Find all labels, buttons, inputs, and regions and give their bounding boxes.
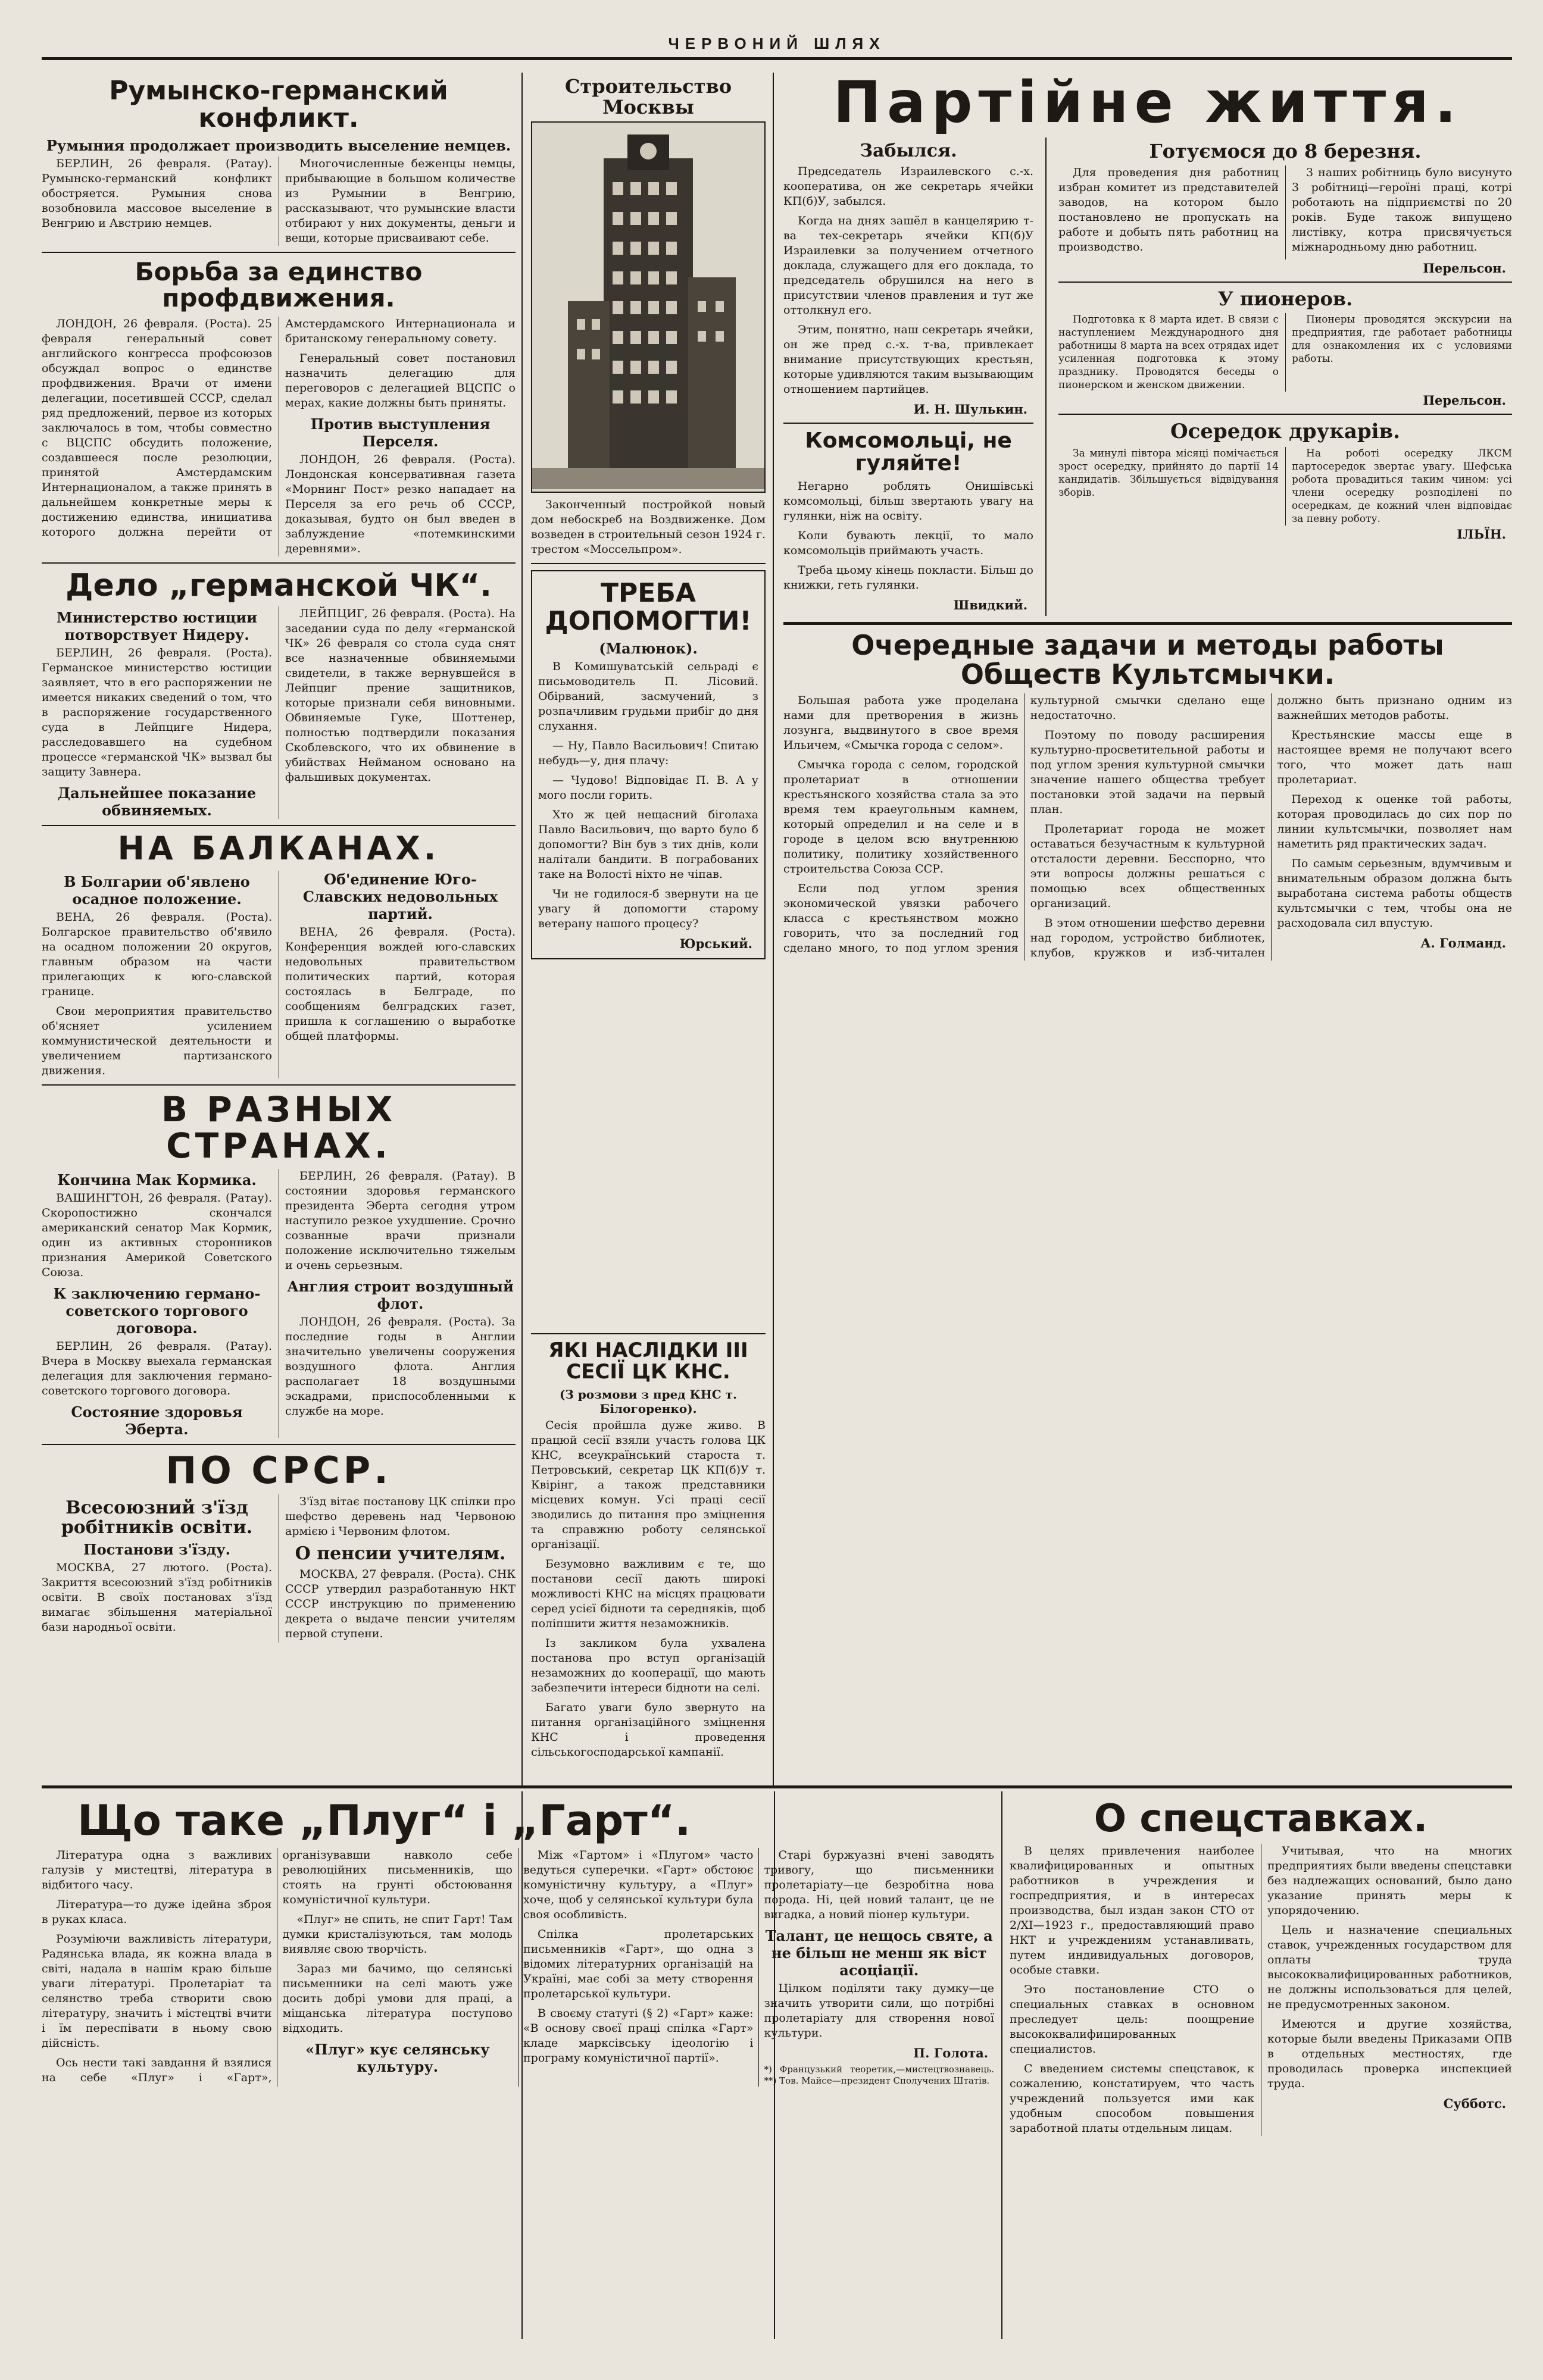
article-text: Генеральный совет постановил назначить делегацию для переговоров с делегацией ВЦСПС о мерах, какие должны быть приняты. bbox=[285, 351, 516, 409]
masthead-rule bbox=[42, 57, 1512, 60]
article-text: В Комишуватській сельраді є письмоводитель П. Лісовий. Обірваний, засмучений, з розпачливим грудьми прибіг до дня слухання. bbox=[538, 659, 758, 733]
article-text: БЕРЛИН, 26 февраля. (Ратау). В состоянии здоровья германского президента Эберта сегодня утром наступило резкое ухудшение. Срочно созванные врачи признали положение исключительно тяжелым и очень серьезным. bbox=[285, 1169, 516, 1272]
article-text: В этом отношении шефство деревни над городом, устройство библиотек, клубов, кружков и изб-читален должно быть признано одним из важнейших методов работы. bbox=[1030, 693, 1512, 959]
article-text: 3 наших робітниць було висунуто 3 робітниці—героїні праці, котрі роботають на підприємстві по 20 років. Буде також випущено листівку, котра присвячується міжнародньому дню работниц. bbox=[1292, 165, 1512, 254]
article-text: Подготовка к 8 марта идет. В связи с наступлением Международного дня работницы 8 марта на всех отрядах идет усиленная подготовка к этому празднику. Проводятся беседы о пионерском и женском движении. bbox=[1058, 314, 1279, 392]
photo-caption: Законченный постройкой новый дом небоскреб на Воздвиженке. Дом возведен в строительный сезон 1924 г. трестом «Моссельпром». bbox=[531, 498, 766, 556]
article-text: По самым серьезным, вдумчивым и внимательным образом должна быть выработана система работы обществ культсмычки с тем, чтобы она не расходовала сил впустую. bbox=[1277, 856, 1512, 930]
article-text: «Плуг» не спить, не спит Гарт! Там думки кристалізуються, там молодь виявляє свою творчість. bbox=[282, 1912, 513, 1956]
article-text: БЕРЛИН, 26 февраля. (Ратау). Румынско-германский конфликт обостряется. Румыния снова возобновила массовое выселение в Венгрию и Австрию немцев. bbox=[42, 157, 272, 230]
article-title: ЯКІ НАСЛІДКИ III СЕСІЇ ЦК КНС. bbox=[548, 1338, 748, 1384]
article-text: Пролетариат города не может оставаться безучастным к культурной отсталости деревни. Бесспорно, что эти вопросы должны решаться с помощью всех общественных организаций. bbox=[1030, 822, 1266, 910]
specstavki-article bbox=[1010, 1794, 1512, 2136]
article-text: З'їзд вітає постанову ЦК спілки про шефство деревень над Червоною армією і Червоним флотом. bbox=[285, 1494, 516, 1538]
article-text: Переход к оценке той работы, которая проводилась до сих пор по линии культсмычки, позволяет нам наметить ряд практических задач. bbox=[1277, 792, 1512, 850]
skyscraper-illustration bbox=[532, 123, 764, 489]
article-text: Пионеры проводятся экскурсии на предприятия, где работает работницы для ознакомления их с условиями работы. bbox=[1292, 314, 1512, 365]
article-signature: ІЛЬЇН. bbox=[1457, 526, 1506, 542]
article-subtitle: Румыния продолжает производить выселение немцев. bbox=[46, 137, 511, 155]
article-title: Осередок друкарів. bbox=[1170, 420, 1401, 444]
article-subtitle: Министерство юстиции потворствует Нидеру. bbox=[56, 609, 258, 644]
article-subtitle: В Болгарии об'явлено осадное положение. bbox=[64, 872, 250, 908]
article-title: Забылся. bbox=[860, 140, 957, 161]
article-title: Строительство Москвы bbox=[564, 75, 732, 119]
article-text: БЕРЛИН, 26 февраля. (Ратау). Вчера в Москву выехала германская делегация для заключения германо-советского торгового договора. bbox=[42, 1339, 272, 1397]
column-divider bbox=[1001, 1791, 1002, 2339]
article-signature: И. Н. Шулькин. bbox=[913, 401, 1027, 417]
left-column bbox=[42, 73, 516, 1643]
article-signature: Юрський. bbox=[679, 936, 752, 951]
article-title: О спецставках. bbox=[1094, 1797, 1428, 1841]
article-text: Література—то дуже ідейна зброя в руках класа. bbox=[42, 1897, 272, 1926]
article-title: НА БАЛКАНАХ. bbox=[117, 830, 440, 868]
article-text: Сесія пройшла дуже живо. В працюй сесії взяли участь голова ЦК КНС, всеукраїнський староста т. Петровський, секретар ЦК КП(б)У т. Квірінг, а також представники місцевих комун. Усі праці сесії зводились до питання про зміцнення та справжню роботу селянської організації. bbox=[531, 1419, 766, 1552]
article-text: Учитывая, что на многих предприятиях были введены спецставки без надлежащих оснований, было дано указание принять меры к упорядочению. bbox=[1267, 1844, 1512, 1918]
session-article bbox=[531, 1327, 766, 1765]
column-divider bbox=[521, 73, 523, 1787]
article-text: Большая работа уже проделана нами для претворения в жизнь лозунга, выдвинутого в свое время Ильичем, «Смычка города с селом». bbox=[783, 693, 1019, 752]
article-title: Що таке „Плуг“ і „Гарт“. bbox=[77, 1796, 691, 1845]
article-text: ЛОНДОН, 26 февраля. (Роста). 25 февраля генеральный совет английского конгресса профсоюзов обсуждал вопрос о единстве профдвижения. Врачи от имени делегации, посетившей СССР, сделал ряд предложений, первое из которых заключалось в том, чтобы совместно с ВЦСПС обсудить положение, создавшееся после резолюции, принятой Амстердамским Интернационалом, а также принять в дальнейшем конкретные меры к достижению единства, инициатива которого должна перейти от Амстердамского Интернационала и британскому генеральному совету. bbox=[42, 317, 516, 539]
article-text: Коли бувають лекції, то мало комсомольців приймають участь. bbox=[783, 529, 1033, 558]
masthead: ЧЕРВОНИЙ ШЛЯХ bbox=[668, 35, 886, 52]
article-text: Свои мероприятия правительство об'ясняет усилением коммунистической деятельности и увеличением партизанского движения. bbox=[42, 1004, 272, 1077]
article-title: ТРЕБА ДОПОМОГТИ! bbox=[545, 578, 752, 636]
article-text: Председатель Израилевского с.-х. кооператива, он же секретарь ячейки КП(б)У, забылся. bbox=[783, 164, 1033, 208]
article-text: Зараз ми бачимо, що селянські письменники на селі мають уже досить добрі умови для праці, а міщанська література поступово відходить. bbox=[282, 1962, 513, 2035]
article-title: Борьба за единство профдвижения. bbox=[135, 257, 423, 313]
article-subheading: Против выступления Перселя. bbox=[310, 415, 491, 450]
article-signature: П. Голота. bbox=[913, 2045, 988, 2060]
article-title: Очередные задачи и методы работы Обществ Культсмычки. bbox=[851, 629, 1444, 690]
article-text: ВЕНА, 26 февраля. (Роста). Конференция вождей юго-славских недовольных правительством политических партий, которая состоялась в Белграде, по сообщениям белградских газет, пришла к соглашению о выработке общей платформы. bbox=[285, 925, 516, 1043]
article-subheading: Кончина Мак Кормика. bbox=[57, 1171, 257, 1189]
article-text: Цель и назначение специальных ставок, учрежденных государством для оплаты труда высококвалифицированных работников, не должны использоваться для целей, не предусмотренных законом. bbox=[1267, 1924, 1512, 2012]
column-divider bbox=[773, 73, 774, 1787]
article-text: В своєму статуті (§ 2) «Гарт» каже: «В основу своєї праці спілка «Гарт» кладе марксівську ідеологію і програму комуністичної партії». bbox=[523, 2006, 754, 2065]
article-text: ВАШИНГТОН, 26 февраля. (Ратау). Скоропостижно скончался американский сенатор Мак Кормик, один из активных сторонников признания Америкой Советского Союза. bbox=[42, 1191, 272, 1279]
article-text: Цілком поділяти таку думку—це значить утворити сили, що потрібні пролетаріату для створення нової культури. bbox=[764, 1981, 994, 2040]
article-text: Ось нести такі завдання й взялися на себе «Плуг» і «Гарт», організувавши навколо себе революційних письменників, що стоять на грунті обстоювання комуністичної культури. bbox=[42, 1848, 513, 2084]
article-text: Із закликом була ухвалена постанова про вступ організацій незаможних до кооперації, що мають забезпечити інтереси бідноти на селі. bbox=[531, 1637, 766, 1695]
article-text: Для проведения дня работниц избран комитет из представителей заводов, на котором было постановлено не пропускать на работе и добыть пять работниц на производство. bbox=[1058, 165, 1279, 254]
article-text: Хто ж цей нещасний біголаха Павло Васильович, що варто було б допомогти? Він був з тих днів, коли налітали бандити. В пограбованих таке на Волості ніхто не чіпав. bbox=[538, 808, 758, 881]
newspaper-page bbox=[42, 30, 1512, 2351]
article-text: МОСКВА, 27 февраля. (Роста). СНК СССР утвердил разработанную НКТ СССР инструкцию по применению декрета о выдаче пенсии учителям первой ступени. bbox=[285, 1567, 516, 1640]
article-subheading: Дальнейшее показание обвиняемых. bbox=[57, 784, 257, 820]
article-title: В РАЗНЫХ СТРАНАХ. bbox=[161, 1089, 396, 1166]
article-text: Когда на днях зашёл в канцелярию т-ва тех-секретарь ячейки КП(б)У Израилевки за получением отчетного доклада, служащего для его доклада, то председатель обрушился на него в присутствии членов правления и тут же оттолкнул его. bbox=[783, 214, 1033, 317]
article-text: Чи не годилося-б звернути на це увагу й допомогти старому ветерану нашого процесу? bbox=[538, 887, 758, 930]
article-title: Дело „германской ЧК“. bbox=[65, 567, 492, 603]
article-title: ПО СРСР. bbox=[165, 1448, 392, 1492]
article-text: Многочисленные беженцы немцы, прибывающие в большом количестве из Румынии в Венгрию, рассказывают, что румынские власти отбирают у них документы, деньги и вещи, которые присваивают себе. bbox=[285, 157, 516, 245]
middle-column bbox=[531, 73, 766, 959]
article-subtitle: Постанови з'їзду. bbox=[83, 1540, 230, 1558]
article-text: Старі буржуазні вчені заводять тривогу, що письменники пролетаріату—це безробітна нова порода. Ні, цей новий талант, це не вигадка, а новий піонер культури. bbox=[764, 1848, 994, 1921]
article-subheading: К заключению германо-советского торгового договора. bbox=[53, 1284, 261, 1337]
article-text: Этим, понятно, наш секретарь ячейки, он же пред с.-х. т-ва, привлекает внимание присутствующих крестьян, которые удивляются таким вызывающим отношением партийцев. bbox=[783, 323, 1033, 396]
article-subheading: Англия строит воздушный флот. bbox=[287, 1277, 514, 1312]
article-text: МОСКВА, 27 лютого. (Роста). Закриття всесоюзний з'їзд робітників освіти. В своїх постановах з'їзд вимагає збільшення матеріальної бази народньої освіти. bbox=[42, 1560, 272, 1634]
article-text: ЛОНДОН, 26 февраля. (Роста). За последние годы в Англии значительно увеличены сооружения воздушного флота. Англия располагает 18 воздушными эскадрами, приспособленными к службе на море. bbox=[285, 1315, 516, 1418]
article-text: — Чудово! Відповідає П. В. А у мого посли горить. bbox=[538, 773, 758, 802]
article-text: Література одна з важливих галузів у мистецтві, література в відбитого часу. bbox=[42, 1848, 272, 1891]
article-text: Негарно роблять Онишівські комсомольці, більш звертають увагу на гулянки, ніж на освіту. bbox=[783, 480, 1033, 523]
article-signature: Швидкий. bbox=[953, 598, 1027, 613]
article-title: У пионеров. bbox=[1217, 287, 1353, 310]
article-text: На роботі осередку ЛКСМ партосередок звертає увагу. Шефська робота провадиться таким чином: усі члени осередку розподілені по осередкам, де кожний член відповідає за певну роботу. bbox=[1292, 447, 1512, 525]
article-text: Спілка пролетарських письменників «Гарт», що одна з відомих літературних організацій на Україні, має собі за мету створення пролетарської культури. bbox=[523, 1927, 754, 2000]
article-subheading: Об'единение Юго-Славских недовольных партий. bbox=[302, 870, 498, 922]
article-subheading: Всесоюзний з'їзд робітників освіти. bbox=[61, 1497, 253, 1538]
building-photo bbox=[531, 121, 766, 493]
article-signature: Перельсон. bbox=[1423, 393, 1506, 408]
article-text: Смычка города с селом, городской пролетариат в отношении крестьянского хозяйства стала за это время тем краеугольным камнем, который определил и на селе и в городе в целом всю внутреннюю политику, политику хозяйственного строительства Союза ССР. bbox=[783, 758, 1019, 875]
article-subheading: Талант, це нещось святе, а не більш не менш як віст асоціації. bbox=[765, 1926, 993, 1979]
article-text: Між «Гартом» і «Плугом» часто ведуться суперечки. «Гарт» обстоює комуністичну культуру, а «Плуг» хоче, щоб у селянської культури була своя особливість. bbox=[523, 1848, 754, 1921]
article-signature: Субботс. bbox=[1443, 2096, 1506, 2112]
article-text: Это постановление СТО о специальных ставках в основном преследует цель: поощрение высококвалифицированных специалистов. bbox=[1010, 1983, 1254, 2056]
right-column bbox=[783, 69, 1512, 961]
article-text: За минулі півтора місяці помічається зрост осередку, прийнято до партії 14 кандидатів. Збільшується відвідування зборів. bbox=[1058, 447, 1279, 499]
article-text: В целях привлечения наиболее квалифицированных и опытных работников в учреждения и госпредприятия, и в интересах производства, был издан закон СТО от 2/XI—1923 г., предоставляющий право НКТ и учреждениям устанавливать, путем индивидуальных договоров, особые ставки. bbox=[1010, 1844, 1254, 1977]
article-signature: Перельсон. bbox=[1423, 260, 1506, 276]
bottom-section bbox=[42, 1785, 1512, 1788]
article-text: ЛОНДОН, 26 февраля. (Роста). Лондонская консервативная газета «Морнинг Пост» резко нападает на Перселя за его речь об СССР, доказывая, будто он был введен в заблуждение «потемкинскими деревнями». bbox=[285, 452, 516, 555]
article-signature: А. Голманд. bbox=[1420, 935, 1506, 950]
section-title: Партійне життя. bbox=[833, 69, 1463, 136]
article-text: Багато уваги було звернуто на питання організаційного зміцнення КНС і проведення сільськогосподарської кампанії. bbox=[531, 1701, 766, 1759]
article-text: Крестьянские массы еще в настоящее время не получают всего того, что может дать наш пролетариат. bbox=[1277, 728, 1512, 786]
article-text: Имеются и другие хозяйства, которые были введены Приказами ОПВ в отдельных местностях, где проводилась проверка инспекцией труда. bbox=[1267, 2018, 1512, 2091]
footnote: *) Французький теоретик,—мистецтвознавець. **) Тов. Майсе—президент Сполучених Штатів. bbox=[764, 2063, 994, 2086]
article-text: С введением системы спецставок, к сожалению, констатируем, что часть учреждений пользуется ими как удобным способом повышения заработной платы отдельным лицам. bbox=[1010, 2062, 1254, 2135]
article-text: Поэтому по поводу расширения культурно-просветительной работы и под углом зрения культурной смычки значение нашего общества требует постановки этой задачи на первый план. bbox=[1030, 728, 1266, 816]
article-text: — Ну, Павло Васильович! Спитаю небудь—у, дня плачу: bbox=[538, 739, 758, 767]
article-text: Розуміючи важливість літератури, Радянська влада, як кожна влада в світі, надала в нашім краю більше уваги літературі. Пролетаріат та селянство треба створити свою літературу, значить і містецтві вчити і їм переспівати в ньому свою дійсність. bbox=[42, 1932, 272, 2050]
article-text: ЛЕЙПЦИГ, 26 февраля. (Роста). На заседании суда по делу «германской ЧК» 26 февраля со стола суда снят все назначенные обвиняемыми свидетели, в также вернувшейся в Лейпциг прение защитников, которые признали себя виновными. Обвиняемые Гуке, Шоттенер, полностью подтвердили показания Скоблевского, что их обвинение в убийствах Нейманом основано на фальшивых документах. bbox=[285, 607, 516, 784]
article-subheading: О пенсии учителям. bbox=[295, 1543, 506, 1564]
article-subtitle: (З розмови з пред КНС т. Білогоренко). bbox=[559, 1387, 738, 1416]
article-subtitle: (Малюнок). bbox=[599, 639, 698, 657]
article-subheading: Состояние здоровья Эберта. bbox=[71, 1403, 243, 1438]
article-title: Готуємося до 8 березня. bbox=[1149, 139, 1422, 162]
article-text: Безумовно важливим є те, що постанови сесії дають широкі можливості КНС на місцях працювати серед усієї бідноти та середняків, щоб поліпшити життя незаможників. bbox=[531, 1558, 766, 1631]
article-text: БЕРЛИН, 26 февраля. (Роста). Германское министерство юстиции заявляет, что в его распоряжении не имеется никаких сведений о том, что в распоряжение государственного суда в Лейпциге Нидера, расследовавшего на судебном процессе «германской ЧК» вызвал бы защиту Завнера. bbox=[42, 646, 272, 779]
article-text: ВЕНА, 26 февраля. (Роста). Болгарское правительство об'явило на осадном положении 20 округов, главным образом на части прилегающих к юго-славской границе. bbox=[42, 910, 272, 998]
article-title: Румынско-германский конфликт. bbox=[109, 76, 448, 134]
article-title: Комсомольці, не гуляйте! bbox=[805, 428, 1012, 476]
plug-gart-article bbox=[42, 1794, 994, 2087]
article-text: Треба цьому кінець покласти. Більш до книжки, геть гулянки. bbox=[783, 564, 1033, 592]
article-text: Если под углом зрения экономической увязки рабочего класса с крестьянством можно говорить, что за последний год сделано много, то под углом зрения культурной смычки сделано еще недостаточно. bbox=[783, 693, 1266, 955]
article-subheading: «Плуг» кує селянську культуру. bbox=[305, 2040, 490, 2075]
